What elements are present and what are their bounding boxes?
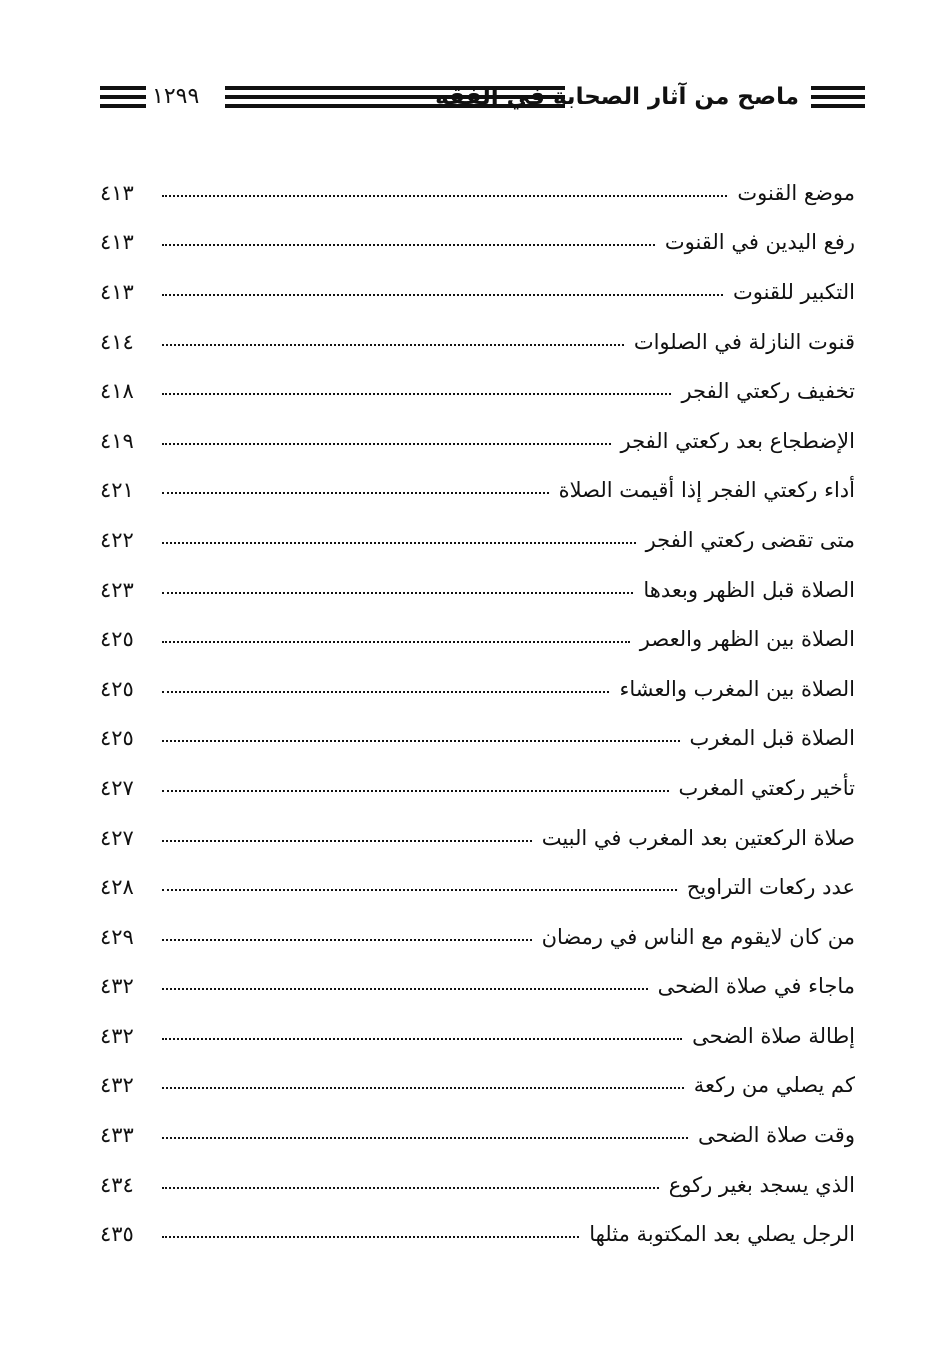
toc-entry	[100, 565, 855, 615]
toc-entry-title: رفع اليدين في القنوت	[664, 230, 855, 255]
toc-entry	[100, 1209, 855, 1259]
dot-leader	[162, 889, 677, 891]
toc-entry-title: الذي يسجد بغير ركوع	[668, 1172, 855, 1197]
dot-leader	[162, 1236, 579, 1238]
dot-leader	[162, 1087, 684, 1089]
toc-entry-page: ٤٣٢	[100, 974, 134, 999]
toc-entry-title: من كان لايقوم مع الناس في رمضان	[541, 924, 855, 949]
toc-entry	[100, 763, 855, 813]
toc-entry	[100, 416, 855, 466]
dot-leader	[162, 1187, 659, 1189]
toc-entry	[100, 466, 855, 516]
dot-leader	[162, 790, 669, 792]
toc-entry-page: ٤٢٩	[100, 924, 134, 949]
toc-entry-page: ٤٢٥	[100, 676, 134, 701]
toc-entry-title: قنوت النازلة في الصلوات	[633, 329, 855, 354]
toc-entry-page: ٤٣٤	[100, 1172, 134, 1197]
toc-entry-page: ٤٢٢	[100, 527, 134, 552]
toc-entry-page: ٤٢٥	[100, 627, 134, 652]
toc-entry-title: تخفيف ركعتي الفجر	[681, 379, 855, 404]
toc-entry-page: ٤٣٢	[100, 1073, 134, 1098]
toc-entry-title: إطالة صلاة الضحى	[692, 1023, 855, 1048]
toc-entry-page: ٤٣٢	[100, 1023, 134, 1048]
dot-leader	[162, 988, 648, 990]
toc-entry	[100, 218, 855, 268]
dot-leader	[162, 542, 636, 544]
toc-entry-title: الصلاة قبل المغرب	[689, 726, 855, 751]
toc-entry-page: ٤٢٣	[100, 577, 134, 602]
toc-entry-title: تأخير ركعتي المغرب	[678, 775, 855, 800]
toc-entry-page: ٤١٣	[100, 180, 134, 205]
toc-entry-page: ٤١٣	[100, 279, 134, 304]
toc-entry-title: متى تقضى ركعتي الفجر	[645, 527, 855, 552]
toc-entry-title: موضع القنوت	[737, 180, 855, 205]
dot-leader	[162, 492, 549, 494]
toc-entry	[100, 912, 855, 962]
toc-entry-page: ٤١٤	[100, 329, 134, 354]
toc-entry-title: وقت صلاة الضحى	[697, 1123, 855, 1148]
toc-entry	[100, 962, 855, 1012]
toc-entry-title: الرجل يصلي بعد المكتوبة مثلها	[589, 1222, 855, 1247]
dot-leader	[162, 1137, 688, 1139]
toc-entry-page: ٤٢٧	[100, 825, 134, 850]
toc-entry	[100, 813, 855, 863]
toc-entry-page: ٤٢١	[100, 478, 134, 503]
toc-entry	[100, 862, 855, 912]
dot-leader	[162, 344, 624, 346]
dot-leader	[162, 840, 532, 842]
toc-entry	[100, 1160, 855, 1210]
toc-entry-page: ٤٢٥	[100, 726, 134, 751]
toc-entry-title: الإضطجاع بعد ركعتي الفجر	[620, 428, 855, 453]
toc-entry	[100, 317, 855, 367]
toc-entry-title: كم يصلي من ركعة	[693, 1073, 855, 1098]
toc-entry	[100, 614, 855, 664]
header-rule-right	[811, 86, 865, 108]
toc-entry-page: ٤١٨	[100, 379, 134, 404]
book-title: ماصح من آثار الصحابة في الفقه	[435, 84, 799, 110]
toc-entry	[100, 714, 855, 764]
toc-entry-title: عدد ركعات التراويح	[686, 875, 855, 900]
toc-entry-title: الصلاة بين المغرب والعشاء	[619, 676, 855, 701]
toc-entry-page: ٤١٣	[100, 230, 134, 255]
toc-entry	[100, 1011, 855, 1061]
running-header	[100, 78, 865, 118]
toc-entry-title: أداء ركعتي الفجر إذا أقيمت الصلاة	[558, 478, 855, 503]
dot-leader	[162, 592, 633, 594]
dot-leader	[162, 740, 680, 742]
toc-entry-title: صلاة الركعتين بعد المغرب في البيت	[541, 825, 855, 850]
toc-entry	[100, 1061, 855, 1111]
toc-entry	[100, 664, 855, 714]
toc-entry-title: ماجاء في صلاة الضحى	[657, 974, 855, 999]
page-number: ١٢٩٩	[152, 84, 200, 109]
toc-entry-page: ٤٣٣	[100, 1123, 134, 1148]
dot-leader	[162, 1038, 682, 1040]
toc-entry	[100, 168, 855, 218]
table-of-contents	[100, 168, 855, 1259]
dot-leader	[162, 294, 723, 296]
toc-entry-page: ٤٢٧	[100, 775, 134, 800]
header-rule-left	[100, 86, 146, 108]
toc-entry	[100, 1110, 855, 1160]
toc-entry-title: الصلاة بين الظهر والعصر	[639, 627, 855, 652]
dot-leader	[162, 939, 532, 941]
dot-leader	[162, 641, 630, 643]
toc-entry-page: ٤١٩	[100, 428, 134, 453]
dot-leader	[162, 443, 611, 445]
toc-entry-page: ٤٣٥	[100, 1222, 134, 1247]
toc-entry-title: الصلاة قبل الظهر وبعدها	[643, 577, 855, 602]
dot-leader	[162, 393, 671, 395]
toc-entry-page: ٤٢٨	[100, 875, 134, 900]
toc-entry	[100, 515, 855, 565]
toc-entry	[100, 267, 855, 317]
dot-leader	[162, 691, 609, 693]
toc-entry	[100, 366, 855, 416]
dot-leader	[162, 195, 727, 197]
toc-entry-title: التكبير للقنوت	[732, 279, 855, 304]
dot-leader	[162, 244, 655, 246]
